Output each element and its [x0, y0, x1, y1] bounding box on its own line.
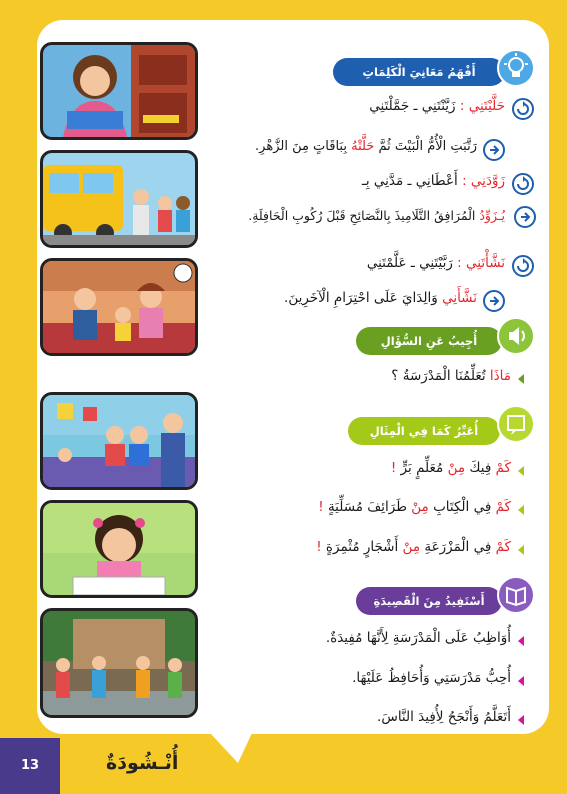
question-text: تُعَلِّمُنَا الْمَدْرَسَةُ ؟	[391, 368, 490, 384]
section-title-text: أَفْهَمُ مَعَانِيَ الْكَلِمَاتِ	[362, 65, 476, 79]
keyword: حَلَّيْتَنِي :	[459, 98, 505, 114]
section-title-learn-from-poem	[356, 587, 502, 615]
exclamation: !	[390, 460, 397, 476]
example-sentence-2	[248, 208, 505, 223]
example-line-1	[391, 460, 511, 476]
page-number: 13	[0, 738, 60, 794]
section-title-express-example	[348, 417, 500, 445]
example-text: الْمُرَافِقُ التَّلَامِيذَ بِالنَّصَائِحِ قَبْلَ رُكُوبِ الْحَافِلَةِ.	[248, 208, 480, 223]
lesson-line-1: أُوَاظِبُ عَلَى الْمَدْرَسَةِ لِأَنَّهَا مُفِيدَةٌ.	[325, 630, 511, 646]
example-sentence-3	[284, 290, 477, 306]
example-text: رَتَّبَتِ الْأُمُّ الْبَيْتَ ثُمَّ	[374, 139, 477, 154]
example-text: وَالِدَايَ عَلَى احْتِرَامِ الْآخَرِينَ.	[284, 290, 443, 306]
book-icon	[497, 576, 535, 614]
example-line-2	[318, 499, 511, 515]
keyword: نَشَّأْتَنِي :	[457, 255, 505, 271]
min-word: مِنْ	[411, 499, 429, 515]
example-keyword: حَلَّتْهُ	[351, 139, 375, 154]
word-definition-2	[362, 173, 505, 189]
keyword: زَوَّدَنِي :	[462, 173, 505, 189]
word-definition-3	[367, 255, 505, 271]
bullet-icon	[518, 545, 524, 555]
illustration-family-home	[40, 258, 198, 356]
question-line	[391, 368, 511, 384]
refresh-icon	[512, 173, 534, 195]
illustration-girl-reading	[40, 500, 198, 598]
example-sentence-1	[255, 139, 477, 154]
arrow-right-icon	[514, 206, 536, 228]
arrow-right-icon	[483, 139, 505, 161]
example-text: بِبَاقَاتٍ مِنَ الزَّهْرِ.	[255, 139, 352, 154]
line-text: فِي الْمَزْرَعَةِ	[420, 539, 496, 555]
exclamation: !	[318, 499, 324, 515]
line-text: طَرَائِفَ مُسَلِّيَةٍ	[323, 499, 412, 515]
illustration-classroom	[40, 392, 198, 490]
line-text: مُعَلِّمٍ بَرٍّ	[396, 460, 448, 476]
illustration-girl-folding-clothes	[40, 42, 198, 140]
speaker-icon	[497, 317, 535, 355]
bullet-icon	[518, 676, 524, 686]
exclamation: !	[316, 539, 322, 555]
section-title-word-meanings	[333, 58, 505, 86]
arrow-right-icon	[483, 290, 505, 312]
section-title-text: أَسْتَفِيدُ مِنَ الْقَصِيدَةِ	[373, 594, 485, 608]
definition: رَبَّيْتَنِي ـ عَلَّمْتَنِي	[366, 255, 453, 271]
kam-word: كَمْ	[495, 499, 511, 515]
example-keyword: نَشَّأَنِي	[442, 290, 477, 306]
line-text: فِي الْكِتَابِ	[428, 499, 496, 515]
min-word: مِنْ	[447, 460, 466, 476]
question-word: مَاذَا	[489, 368, 511, 384]
word-definition-1	[369, 98, 505, 114]
speech-tail	[210, 733, 252, 763]
example-line-3	[316, 539, 511, 555]
illustration-school-gate	[40, 608, 198, 718]
min-word: مِنْ	[402, 539, 421, 555]
refresh-icon	[512, 98, 534, 120]
bullet-icon	[518, 466, 524, 476]
section-title-text: أُجِيبُ عَنِ السُّؤَالِ	[380, 334, 478, 348]
illustration-school-bus	[40, 150, 198, 248]
kam-word: كَمْ	[495, 460, 511, 476]
section-title-text: أُعَبِّرُ كَمَا فِي الْمِثَالِ	[369, 424, 479, 438]
definition: أَعْطَانِي ـ مَدَّنِي بِـ	[361, 173, 458, 189]
note-icon	[497, 405, 535, 443]
section-title-answer-question	[356, 327, 502, 355]
bullet-icon	[518, 505, 524, 515]
lesson-line-2: أُحِبُّ مَدْرَسَتِي وَأُحَافِظُ عَلَيْهَا.	[352, 670, 511, 686]
refresh-icon	[512, 255, 534, 277]
footer-title: أُنْـشُودَةٌ	[106, 752, 179, 774]
bullet-icon	[518, 636, 524, 646]
lesson-line-3: أَتَعَلَّمُ وَأَنْجَحُ لِأُفِيدَ النَّاسَ.	[377, 709, 511, 725]
line-text: أَشْجَارٍ مُثْمِرَةٍ	[321, 539, 403, 555]
lightbulb-icon	[497, 49, 535, 87]
line-text: فِيكَ	[465, 460, 496, 476]
bullet-icon	[518, 374, 524, 384]
bullet-icon	[518, 715, 524, 725]
definition: زَيَّنْتَنِي ـ جَمَّلْتَنِي	[369, 98, 456, 114]
kam-word: كَمْ	[495, 539, 511, 555]
example-keyword: يُـزَوِّدُ	[479, 208, 505, 223]
